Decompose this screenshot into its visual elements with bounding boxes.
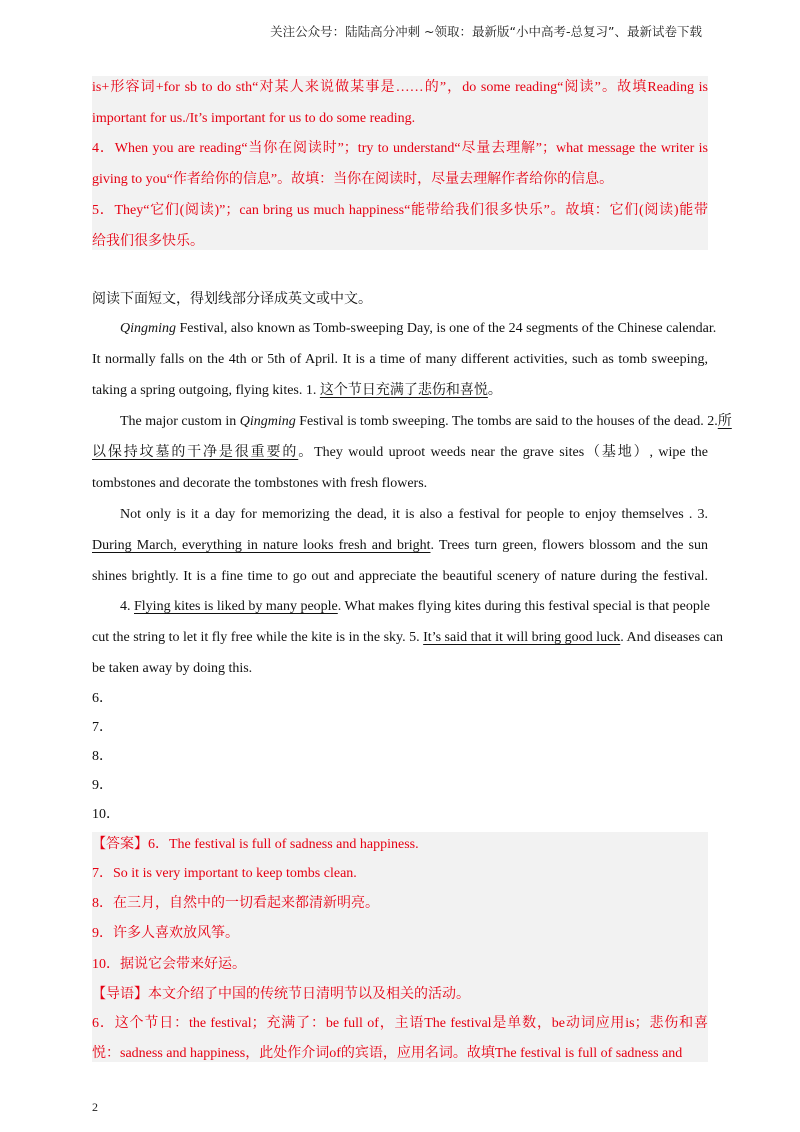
underlined-sentence-5: It’s said that it will bring good luck xyxy=(423,630,621,645)
passage-text: cut the string to let it fly free while the kite is in the sky. 5. xyxy=(92,630,424,645)
page-header: 关注公众号：陆陆高分冲刺 ~领取：最新版“小中高考-总复习”、最新试卷下载 xyxy=(270,24,702,39)
prev-answer-block xyxy=(92,76,708,250)
qingming-italic: Qingming xyxy=(120,321,176,336)
prev-answer-line-3: 4．When you are reading“当你在阅读时”；try to understand“尽量去理解”；what message the writer is xyxy=(92,141,708,156)
prev-answer-line-6: 给我们很多快乐。 xyxy=(92,234,204,249)
underlined-sentence-4: Flying kites is liked by many people xyxy=(134,599,338,614)
passage-p4-line-1 xyxy=(92,597,708,617)
instruction: 阅读下面短文，得划线部分译成英文或中文。 xyxy=(92,292,372,307)
passage-text: . And diseases can xyxy=(620,630,723,645)
answer-line-6: 【导语】本文介绍了中国的传统节日清明节以及相关的活动。 xyxy=(92,987,470,1002)
underlined-sentence-3: During March, everything in nature looks fresh and bright xyxy=(92,538,431,553)
passage-p1-line-1 xyxy=(92,319,717,339)
page-number: 2 xyxy=(92,1100,98,1114)
answer-line-4: 9．许多人喜欢放风筝。 xyxy=(92,926,239,941)
answer-line-2: 7．So it is very important to keep tombs clean. xyxy=(92,866,357,881)
blank-9: 9． xyxy=(92,778,113,793)
qingming-italic: Qingming xyxy=(239,414,296,429)
passage-p1-line-2: It normally falls on the 4th or 5th of April. It is a time of many different activities, such as tomb sweeping, xyxy=(92,352,708,367)
answer-line-5: 10．据说它会带来好运。 xyxy=(92,957,246,972)
passage-text: taking a spring outgoing, flying kites. 1. xyxy=(92,383,320,398)
passage-text: . What makes flying kites during this festival special is that people xyxy=(337,599,710,614)
answer-line-8: 悦：sadness and happiness，此处作介词of的宾语，应用名词。故填The festival is full of sadness and xyxy=(92,1046,683,1061)
passage-p1-line-3 xyxy=(92,381,708,401)
passage-p2-line-3: tombstones and decorate the tombstones with fresh flowers. xyxy=(92,476,428,491)
passage-text: 4. xyxy=(120,599,134,614)
passage-p3-line-1: Not only is it a day for memorizing the dead, it is also a festival for people to enjoy themselves . 3. xyxy=(120,507,708,522)
blank-8: 8． xyxy=(92,749,113,764)
underlined-sentence-1: 这个节日充满了悲伤和喜悦 xyxy=(319,383,488,398)
passage-p3-line-2 xyxy=(92,536,708,556)
passage-text: 。They would uproot weeds near the grave sites（基地）, wipe the xyxy=(298,445,709,460)
passage-p2-line-1 xyxy=(92,412,732,432)
blank-7: 7． xyxy=(92,720,113,735)
passage-p4-line-2 xyxy=(92,628,723,648)
passage-p3-line-3: shines brightly. It is a fine time to go out and appreciate the beautiful scenery of nature during the festival. xyxy=(92,569,708,584)
underlined-sentence-2: 以保持坟墓的干净是很重要的 xyxy=(92,445,299,460)
blank-6: 6． xyxy=(92,691,113,706)
passage-p2-line-2 xyxy=(92,443,708,463)
passage-text: Festival is tomb sweeping. The tombs are said to the houses of the dead. 2. xyxy=(295,414,718,429)
prev-answer-line-4: giving to you“作者给你的信息”。故填：当你在阅读时，尽量去理解作者给你的信息。 xyxy=(92,172,614,187)
prev-answer-line-2: important for us./It’s important for us to do some reading. xyxy=(92,111,416,126)
passage-text: Festival, also known as Tomb-sweeping Day, is one of the 24 segments of the Chinese calendar. xyxy=(176,321,717,336)
answer-line-7: 6．这个节日：the festival；充满了：be full of，主语The festival是单数，be动词应用is；悲伤和喜 xyxy=(92,1016,708,1031)
answer-line-1: 【答案】6．The festival is full of sadness and happiness. xyxy=(92,837,419,852)
passage-text: . Trees turn green, flowers blossom and the sun xyxy=(430,538,708,553)
passage-text: 。 xyxy=(487,383,502,398)
passage-text: The major custom in xyxy=(120,414,240,429)
blank-10: 10． xyxy=(92,807,120,822)
passage-p4-line-3: be taken away by doing this. xyxy=(92,661,253,676)
underlined-sentence-2-start: 所 xyxy=(717,414,732,429)
prev-answer-line-1: is+形容词+for sb to do sth“对某人来说做某事是……的”，do some reading“阅读”。故填Reading is xyxy=(92,80,708,95)
prev-answer-line-5: 5．They“它们(阅读)”；can bring us much happiness“能带给我们很多快乐”。故填：它们(阅读)能带 xyxy=(92,203,708,218)
answer-line-3: 8．在三月，自然中的一切看起来都清新明亮。 xyxy=(92,896,379,911)
